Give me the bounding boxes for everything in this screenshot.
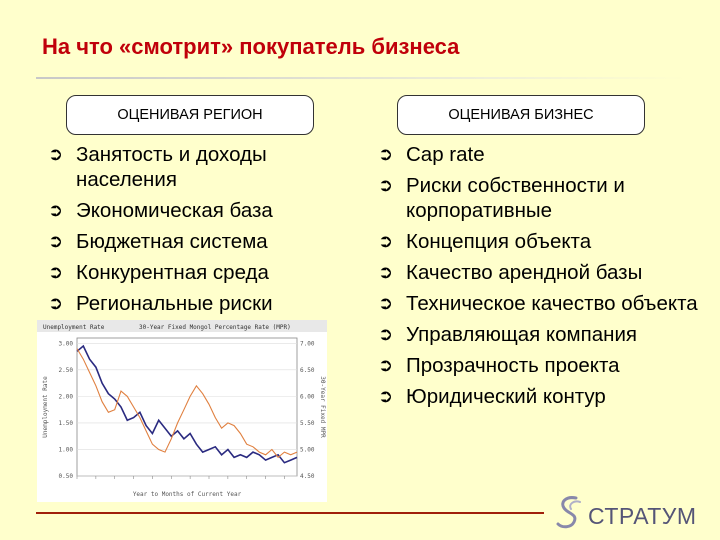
slide-title: На что «смотрит» покупатель бизнеса xyxy=(42,34,460,59)
chart-svg xyxy=(37,320,327,502)
y-axis-label: Unemployment Rate xyxy=(42,376,49,438)
region-criteria-list xyxy=(46,142,336,322)
arrow-right-icon: ➲ xyxy=(378,324,394,345)
y2-tick-label: 5.00 xyxy=(300,446,315,454)
list-item: ➲ Cap rate xyxy=(378,143,485,166)
list-item: ➲ Региональные риски xyxy=(48,292,273,315)
region-header-box: ОЦЕНИВАЯ РЕГИОН xyxy=(66,95,314,135)
company-logo xyxy=(552,492,697,532)
business-header-box: ОЦЕНИВАЯ БИЗНЕС xyxy=(397,95,645,135)
arrow-right-icon: ➲ xyxy=(378,144,394,165)
legend-entry: Unemployment Rate xyxy=(43,324,105,331)
arrow-right-icon: ➲ xyxy=(378,231,394,252)
list-item: ➲ Риски собственности и корпоративные xyxy=(378,174,625,222)
list-item: ➲ Занятость и доходы населения xyxy=(48,143,267,191)
x-axis-label: Year to Months of Current Year xyxy=(132,491,242,498)
business-criteria-list xyxy=(376,142,706,415)
y2-tick-label: 5.50 xyxy=(300,419,315,427)
y-tick-label: 2.50 xyxy=(58,366,73,374)
list-item: ➲ Качество арендной базы xyxy=(378,261,643,284)
arrow-right-icon: ➲ xyxy=(48,262,64,283)
arrow-right-icon: ➲ xyxy=(48,200,64,221)
list-item: ➲ Экономическая база xyxy=(48,199,273,222)
y2-tick-label: 7.00 xyxy=(300,340,315,348)
plot-frame xyxy=(77,338,297,476)
arrow-right-icon: ➲ xyxy=(48,231,64,252)
logo-text: СТРАТУМ xyxy=(588,502,697,529)
footer-divider xyxy=(36,512,544,514)
arrow-right-icon: ➲ xyxy=(378,355,394,376)
legend-entry: 30-Year Fixed Mongol Percentage Rate (MPR) xyxy=(139,324,291,331)
title-divider xyxy=(36,77,686,79)
list-item: ➲ Управляющая компания xyxy=(378,323,637,346)
unemployment-chart xyxy=(37,320,327,502)
y-tick-label: 1.50 xyxy=(58,419,73,427)
y2-axis-label: 30-Year Fixed MPR xyxy=(319,376,326,438)
list-item: ➲ Прозрачность проекта xyxy=(378,354,620,377)
arrow-right-icon: ➲ xyxy=(378,175,394,196)
arrow-right-icon: ➲ xyxy=(378,293,394,314)
y-tick-label: 3.00 xyxy=(58,340,73,348)
arrow-right-icon: ➲ xyxy=(378,262,394,283)
y2-tick-label: 6.00 xyxy=(300,393,315,401)
y-tick-label: 1.00 xyxy=(58,446,73,454)
list-item: ➲ Техническое качество объекта xyxy=(378,292,698,315)
y-tick-label: 0.50 xyxy=(58,473,73,480)
y-tick-label: 2.00 xyxy=(58,393,73,401)
y2-tick-label: 6.50 xyxy=(300,366,315,374)
list-item: ➲ Конкурентная среда xyxy=(48,261,269,284)
arrow-right-icon: ➲ xyxy=(48,293,64,314)
stratum-logo-icon xyxy=(552,492,586,532)
list-item: ➲ Бюджетная система xyxy=(48,230,268,253)
list-item: ➲ Концепция объекта xyxy=(378,230,592,253)
arrow-right-icon: ➲ xyxy=(378,386,394,407)
y2-tick-label: 4.50 xyxy=(300,473,315,480)
arrow-right-icon: ➲ xyxy=(48,144,64,165)
list-item: ➲ Юридический контур xyxy=(378,385,606,408)
